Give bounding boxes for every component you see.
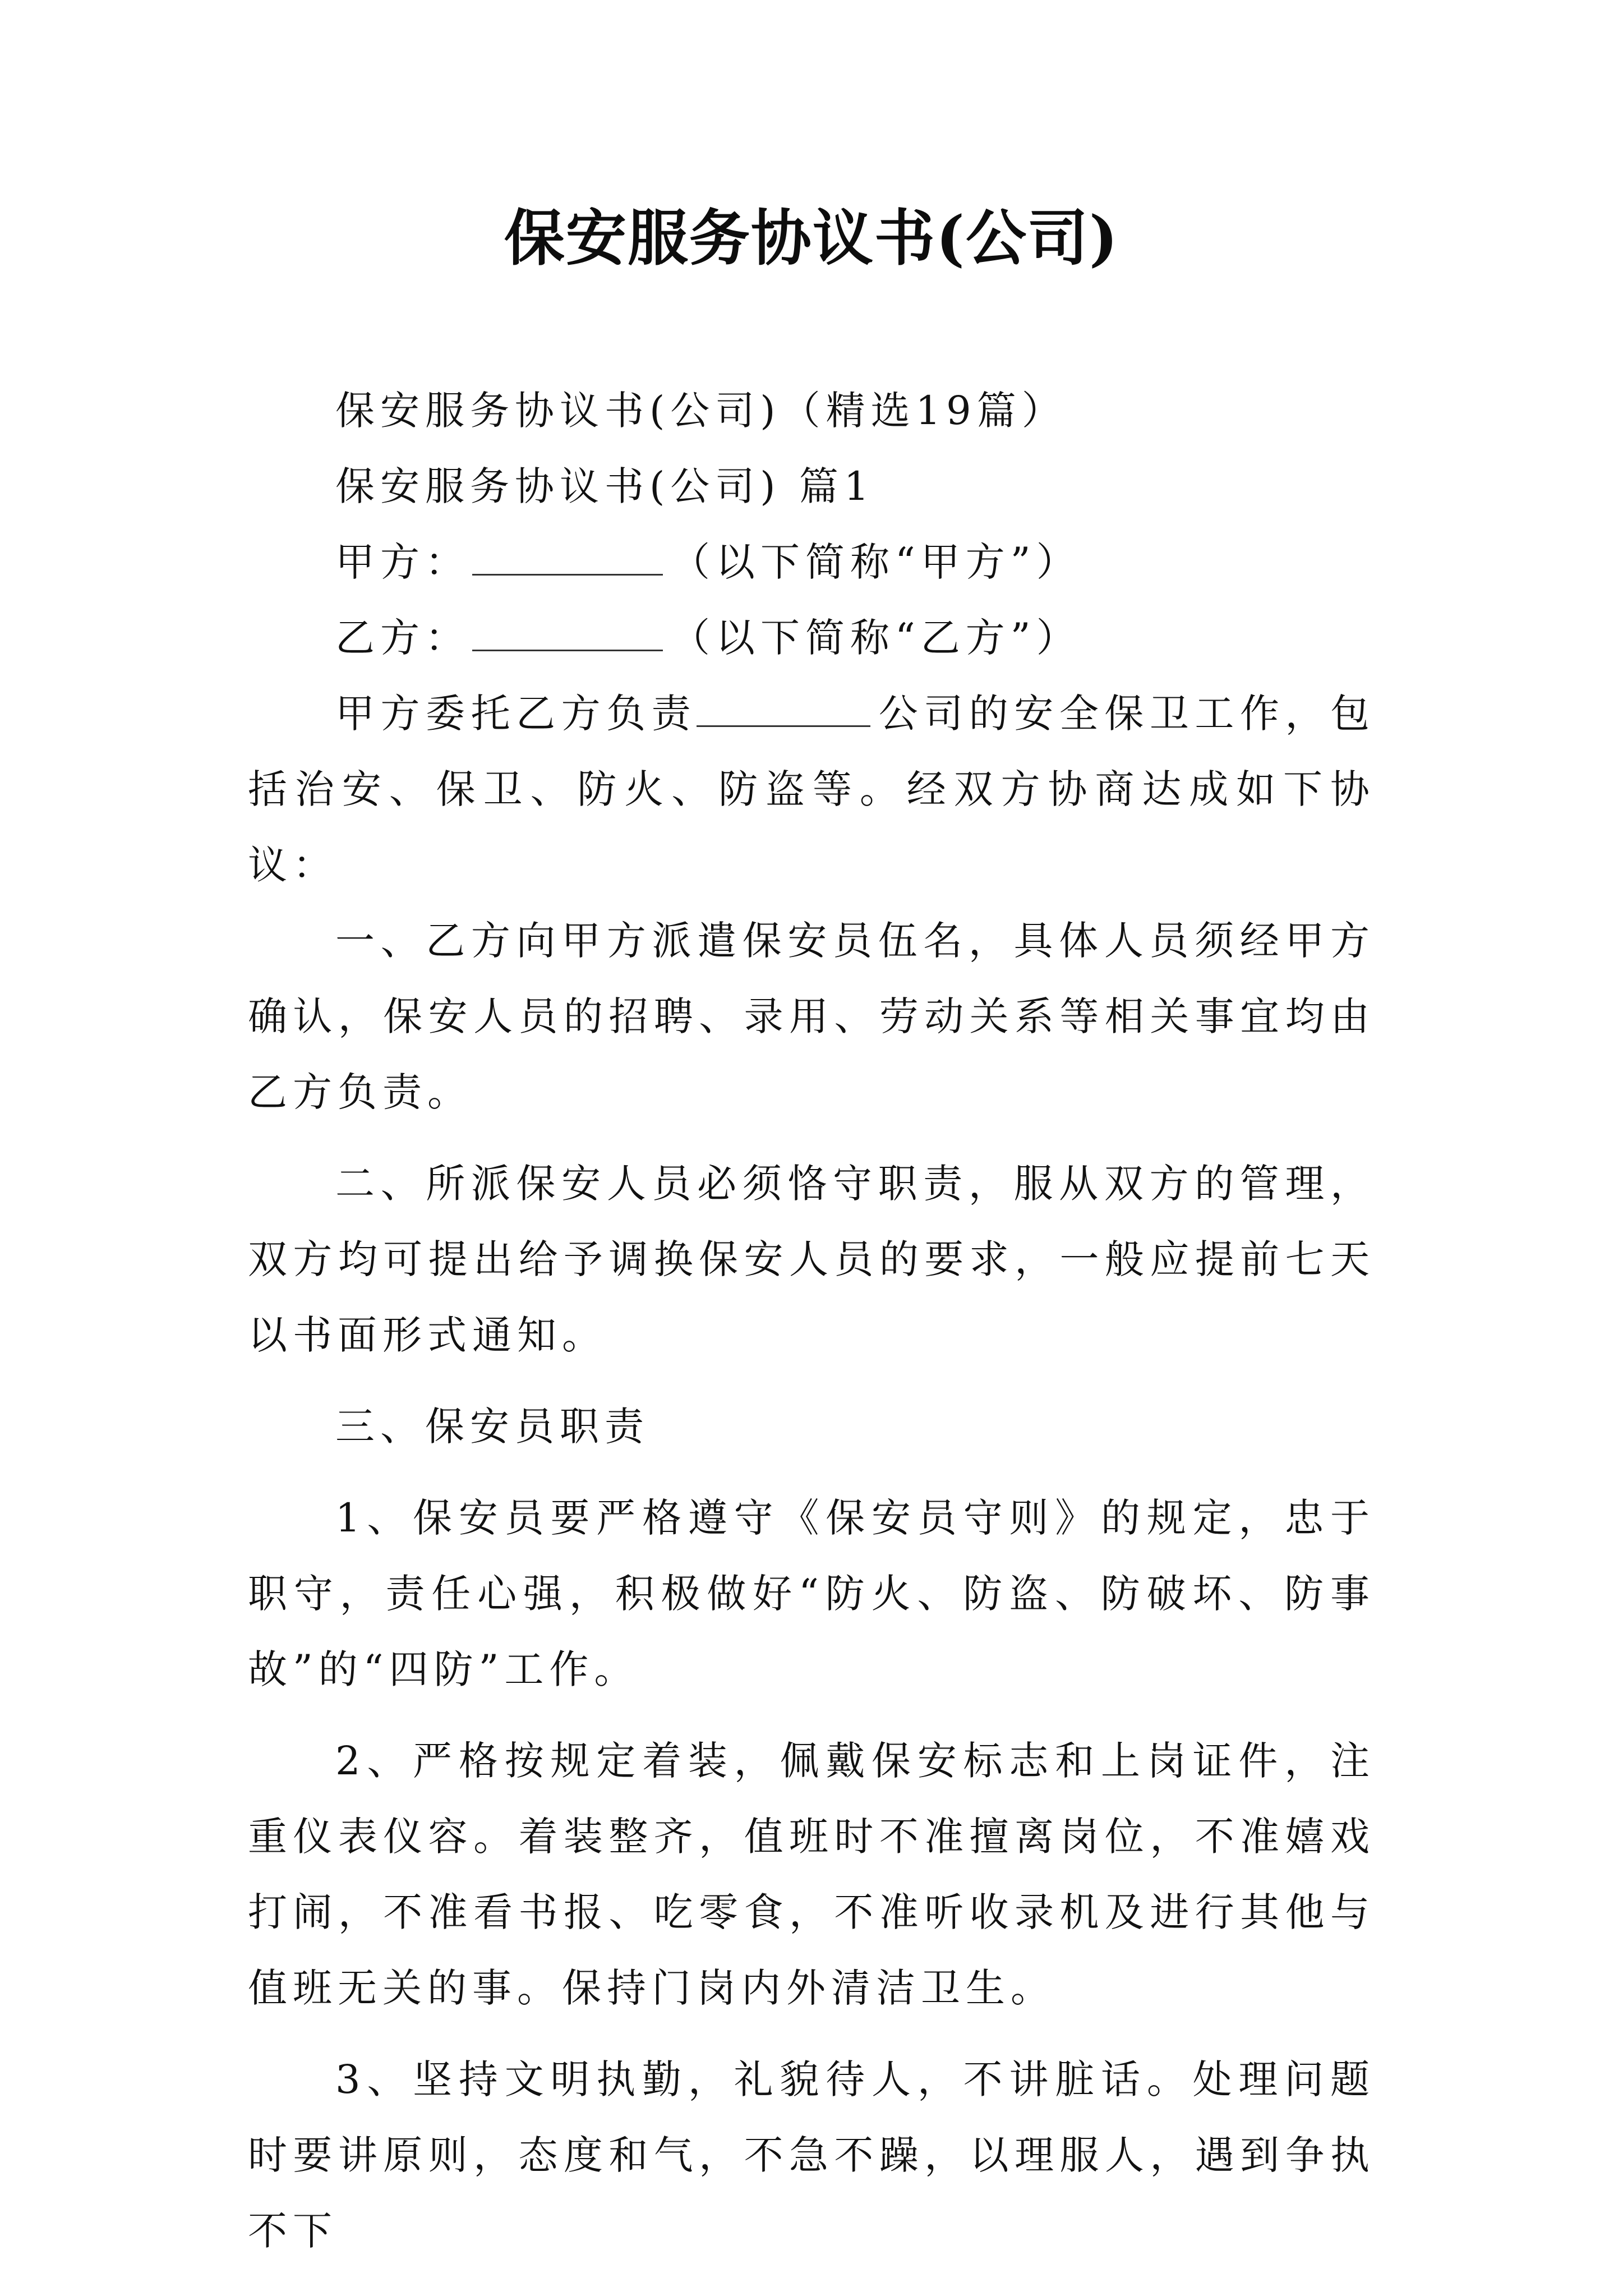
clause-3-heading: 三、保安员职责 <box>335 1404 649 1450</box>
party-b-note: （以下简称“乙方”） <box>671 615 1081 661</box>
clause-1-paragraph: 一、乙方向甲方派遣保安员伍名，具体人员须经甲方确认，保安人员的招聘、录用、劳动关系等相关事宜均由乙方负责。 <box>248 918 1375 1115</box>
paragraph-gap <box>248 1130 1375 1146</box>
subtitle-paragraph: 保安服务协议书(公司)（精选19篇） <box>335 388 1067 434</box>
party-b-line <box>248 600 1375 676</box>
duty-2-paragraph: 2、严格按规定着装，佩戴保安标志和上岗证件，注重仪表仪容。着装整齐，值班时不准擅离岗位，不准嬉戏打闹，不准看书报、吃零食，不准听收录机及进行其他与值班无关的事。保持门岗内外清洁卫生。 <box>248 1738 1375 2011</box>
chapter-heading: 保安服务协议书(公司) 篇1 <box>335 463 875 509</box>
duty-3-paragraph: 3、坚持文明执勤，礼貌待人，不讲脏话。处理问题时要讲原则，态度和气，不急不躁，以理服人，遇到争执不下 <box>248 2056 1375 2254</box>
party-a-label: 甲方： <box>335 539 470 585</box>
intro-paragraph <box>248 676 1375 903</box>
party-b-blank <box>472 617 663 651</box>
party-a-blank <box>472 541 663 576</box>
document-title: 保安服务协议书(公司) <box>504 203 1119 274</box>
intro-text-after: 公司的安全保卫工作，包括治安、保卫、防火、防盗等。经双方协商达成如下协议： <box>248 691 1376 888</box>
paragraph-gap <box>248 1465 1375 1480</box>
party-a-line <box>248 524 1375 600</box>
party-b-label: 乙方： <box>335 615 470 661</box>
clause-2-paragraph: 二、所派保安人员必须恪守职责，服从双方的管理，双方均可提出给予调换保安人员的要求，一般应提前七天以书面形式通知。 <box>248 1161 1375 1358</box>
paragraph-gap <box>248 2026 1375 2042</box>
document-body <box>248 373 1375 2269</box>
paragraph-gap <box>248 1708 1375 1723</box>
company-blank <box>697 693 870 727</box>
party-a-note: （以下简称“甲方”） <box>671 539 1081 585</box>
paragraph-gap <box>248 1373 1375 1389</box>
duty-1-paragraph: 1、保安员要严格遵守《保安员守则》的规定，忠于职守，责任心强，积极做好“防火、防盗、防破坏、防事故”的“四防”工作。 <box>248 1495 1375 1692</box>
intro-text-before: 甲方委托乙方负责 <box>335 691 697 737</box>
